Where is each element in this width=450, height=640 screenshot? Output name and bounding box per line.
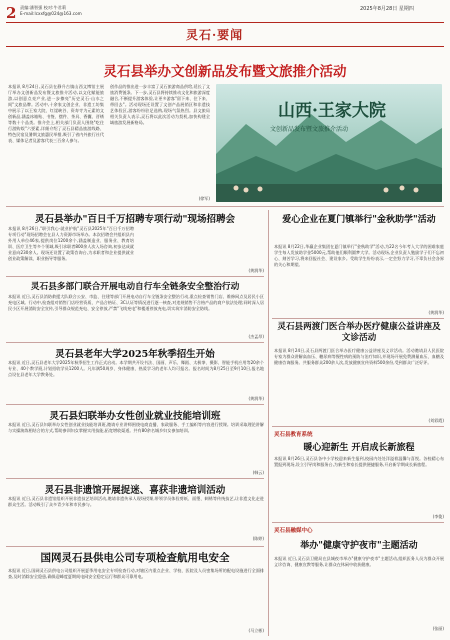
divider (6, 276, 264, 277)
divider (6, 342, 264, 343)
article-3-text: 本报讯 近日,灵石县老年大学2025年秋季招生工作正式启动。本学期共开设书法、国画、声乐、舞蹈、太极拳、摄影、智能手机应用等20余个专业、40个教学班,计划招收学员1200人。凡年满50周岁、身体健康、热爱学习的老年人均可报名。报名时间为8月25日至9月10日,报名地点设在县老年大学教务处。 (8, 360, 264, 377)
header-rule (6, 22, 444, 23)
article-4-title: 灵石县妇联举办女性创业就业技能培训班 (49, 411, 221, 422)
photo-banner-title: 山西·王家大院 (278, 101, 386, 121)
right-3-label: 灵石县教育系统 (274, 432, 313, 438)
article-6-sign: (马立彬) (248, 628, 264, 633)
article-3-title: 灵石县老年大学2025年秋季招生开始 (55, 349, 215, 360)
event-photo (216, 84, 442, 202)
lead-column-2: 创作品的推出进一步丰富了灵石旅游商品供给,延长了文旅消费链条。下一步,灵石县将持续推动文化和旅游深度融合,不断提升游客体验,让更多游客"留下来、住下来、带回去"。活动现场还设置了文创产品展销区和非遗技艺体验区,游客纷纷驻足选购,现场气氛热烈。县文旅局相关负责人表示,灵石将以此次活动为契机,加快构建全域旅游发展新格局。 (110, 84, 210, 125)
article-6-title: 国网灵石县供电公司专项检查航用电安全 (40, 552, 230, 564)
right-1-sign: (黄润华) (428, 310, 444, 315)
right-4-text: 本报讯 近日,灵石县卫健局在县城夜市举办"健康守护夜市"主题活动,组织医务人员为群众开展义诊咨询、健康宣教等服务,让群众在休闲中收获健康。 (274, 556, 444, 567)
article-5-title: 灵石县非遗馆开展捉迷、喜获非遗培训活动 (44, 485, 226, 496)
email-line: E-mail:lcxxfg@024@163.com (20, 11, 82, 16)
article-1-title: 灵石县举办"百日千万招聘专项行动"现场招聘会 (35, 214, 235, 225)
right-2-title: 灵石县两渡门医合举办医疗健康公益讲座及文诊活动 (277, 322, 441, 343)
article-5-text: 本报讯 近日,灵石县非遗馆组织开展非遗技艺培训活动,邀请非遗传承人现场授课,带领学员体验剪纸、面塑、刺绣等传统技艺,让非遗文化走进群众生活。活动吸引了众多青少年和市民参与。 (8, 496, 264, 507)
divider (6, 478, 264, 479)
right-3-sign: (李俊) (432, 514, 444, 519)
divider (6, 404, 264, 405)
photo-banner-sub: 文创新品发布暨文旅推介活动 (270, 126, 349, 133)
article-1-text: 本报讯 8月26日,"职引我心·就业护航"灵石县2025年"百日千万招聘专项行动"现场招聘会在县人力资源市场举办。本次招聘会共组织县内外用人单位46家,提供岗位1200余个,涵盖制造业、服务业、教育培训、医疗卫生等多个领域,吸引求职者800余人次入场咨询,初步达成就业意向230余人。现场还设置了政策咨询台,为求职者和企业提供就业创业政策解读、职业指导等服务。 (8, 226, 134, 261)
divider (6, 206, 444, 207)
article-2-text: 本报讯 近日,灵石县消防救援大队联合公安、市监、住建等部门开展电动自行车全链条安全整治行动,重点检查销售门店、维修网点及居民小区充电区域。行动中,检查组对销售门店经营资质、产品合格证、3C认证等情况进行逐一核查,对违规销售不合格产品的商户依法处理;同时深入居民小区开展消防安全宣传,引导群众规范充电、安全停放,严禁"飞线充电"和楼道停放充电,切实筑牢消防安全防线。 (8, 294, 264, 311)
divider (272, 426, 444, 427)
right-4-title: 举办"健康守护夜市"主题活动 (300, 541, 418, 551)
divider (6, 546, 264, 547)
lead-signature: (徐军) (198, 196, 210, 201)
right-1-text: 本报讯 8月22日,华赢企业集团在夏门镇举行"金秋助学"活动,为22名今年考入大学的困难家庭学生每人发放助学金5000元,帮助他们顺利圆梦大学。活动现场,企业负责人勉励学子们不忘初心、刻苦学习,将来回报社会、建设家乡。受助学生纷纷表示,一定会努力学习,不辜负社会各界的关心和期望。 (274, 244, 444, 267)
right-4-sign: (张丽) (432, 626, 444, 631)
page-number: 2 (6, 4, 17, 22)
section-rule (6, 46, 444, 47)
section-title: 灵石·要闻 (186, 28, 244, 42)
right-3-text: 本报讯 8月26日,灵石县各中小学校迎来新生报到,校园内处处洋溢着温馨与喜悦。各校精心布置报到现场,设立引导岗和服务台,为新生和家长提供便捷服务,开启新学期成长新旅程。 (274, 456, 444, 467)
lead-headline: 灵石县举办文创新品发布暨文旅推介活动 (103, 64, 347, 80)
article-1-sign: (黄润华) (248, 268, 264, 273)
editor-line: 责编:潘智强 校对:牛君莉 (20, 5, 67, 10)
article-5-sign: (陈婷) (252, 536, 264, 541)
article-4-text: 本报讯 近日,灵石县妇联举办女性创业就业技能培训班,邀请专业讲师围绕电商直播、家政服务、手工编织等内容进行授课。培训采取理论讲解与实操演练相结合的方式,帮助参训妇女掌握实用技能,拓宽增收渠道。共有80余名城乡妇女参加培训。 (8, 422, 264, 433)
article-6-text: 本报讯 近日,国网灵石县供电公司组织开展夏季用电安全专项检查行动,对辖区内重点企业、学校、医院及人员密集场所的配电设施进行全面排查,及时消除安全隐患,确保迎峰度夏期间电网安全稳定运行和群众可靠用电。 (8, 568, 264, 579)
right-3-title: 暖心迎新生 开启成长新旅程 (303, 443, 415, 453)
article-2-title: 灵石县多部门联合开展电动自行车全链条安全整治行动 (30, 282, 240, 292)
divider (272, 522, 444, 523)
article-2-sign: (杰孟昂) (248, 334, 264, 339)
issue-date: 2025年8月28日 星期四 (360, 6, 414, 12)
right-2-sign: (刘彩霞) (428, 418, 444, 423)
lead-column-1: 本报讯 8月24日,灵石县在静升古镇山西文博馆主展厅举办文创新品发布暨文旅推介活动,以文化赋能旅游,以创意点亮产业,进一步擦亮"历史灵石·山水之间"文旅品牌。活动中,十余家文创企业、非遗工坊集中展示了以王家大院、红崖峡谷、资寿寺为元素的文创新品,涵盖冰箱贴、书签、摆件、茶具、香囊、晋绣等数十个品类。推介会上,相关部门负责人围绕"吃住行游购娱"六要素,详细介绍了灵石县精品旅游线路、特色民宿及暑期文旅惠民举措,吸引了省内外旅行社代表、媒体记者及游客代表三百余人参与。 (8, 84, 104, 143)
right-1-title: 爱心企业在夏门镇举行"金秋助学"活动 (282, 215, 436, 225)
article-4-sign: (韩云) (252, 470, 264, 475)
divider (272, 318, 444, 319)
article-1-text-cont (140, 226, 264, 266)
column-divider (268, 210, 269, 636)
right-2-text: 本报讯 8月24日,灵石县两渡门医合举办医疗健康公益讲座及义诊活动。活动邀请县人民医院专家为群众讲解高血压、糖尿病等慢性病的预防与治疗知识,并现场开展免费测量血压、血糖及健康咨询服务。共服务群众200余人次,发放健康宣传资料500余份,受到群众广泛好评。 (274, 348, 444, 365)
right-4-label: 灵石县融媒中心 (274, 528, 313, 534)
article-3-sign: (黄润华) (248, 396, 264, 401)
